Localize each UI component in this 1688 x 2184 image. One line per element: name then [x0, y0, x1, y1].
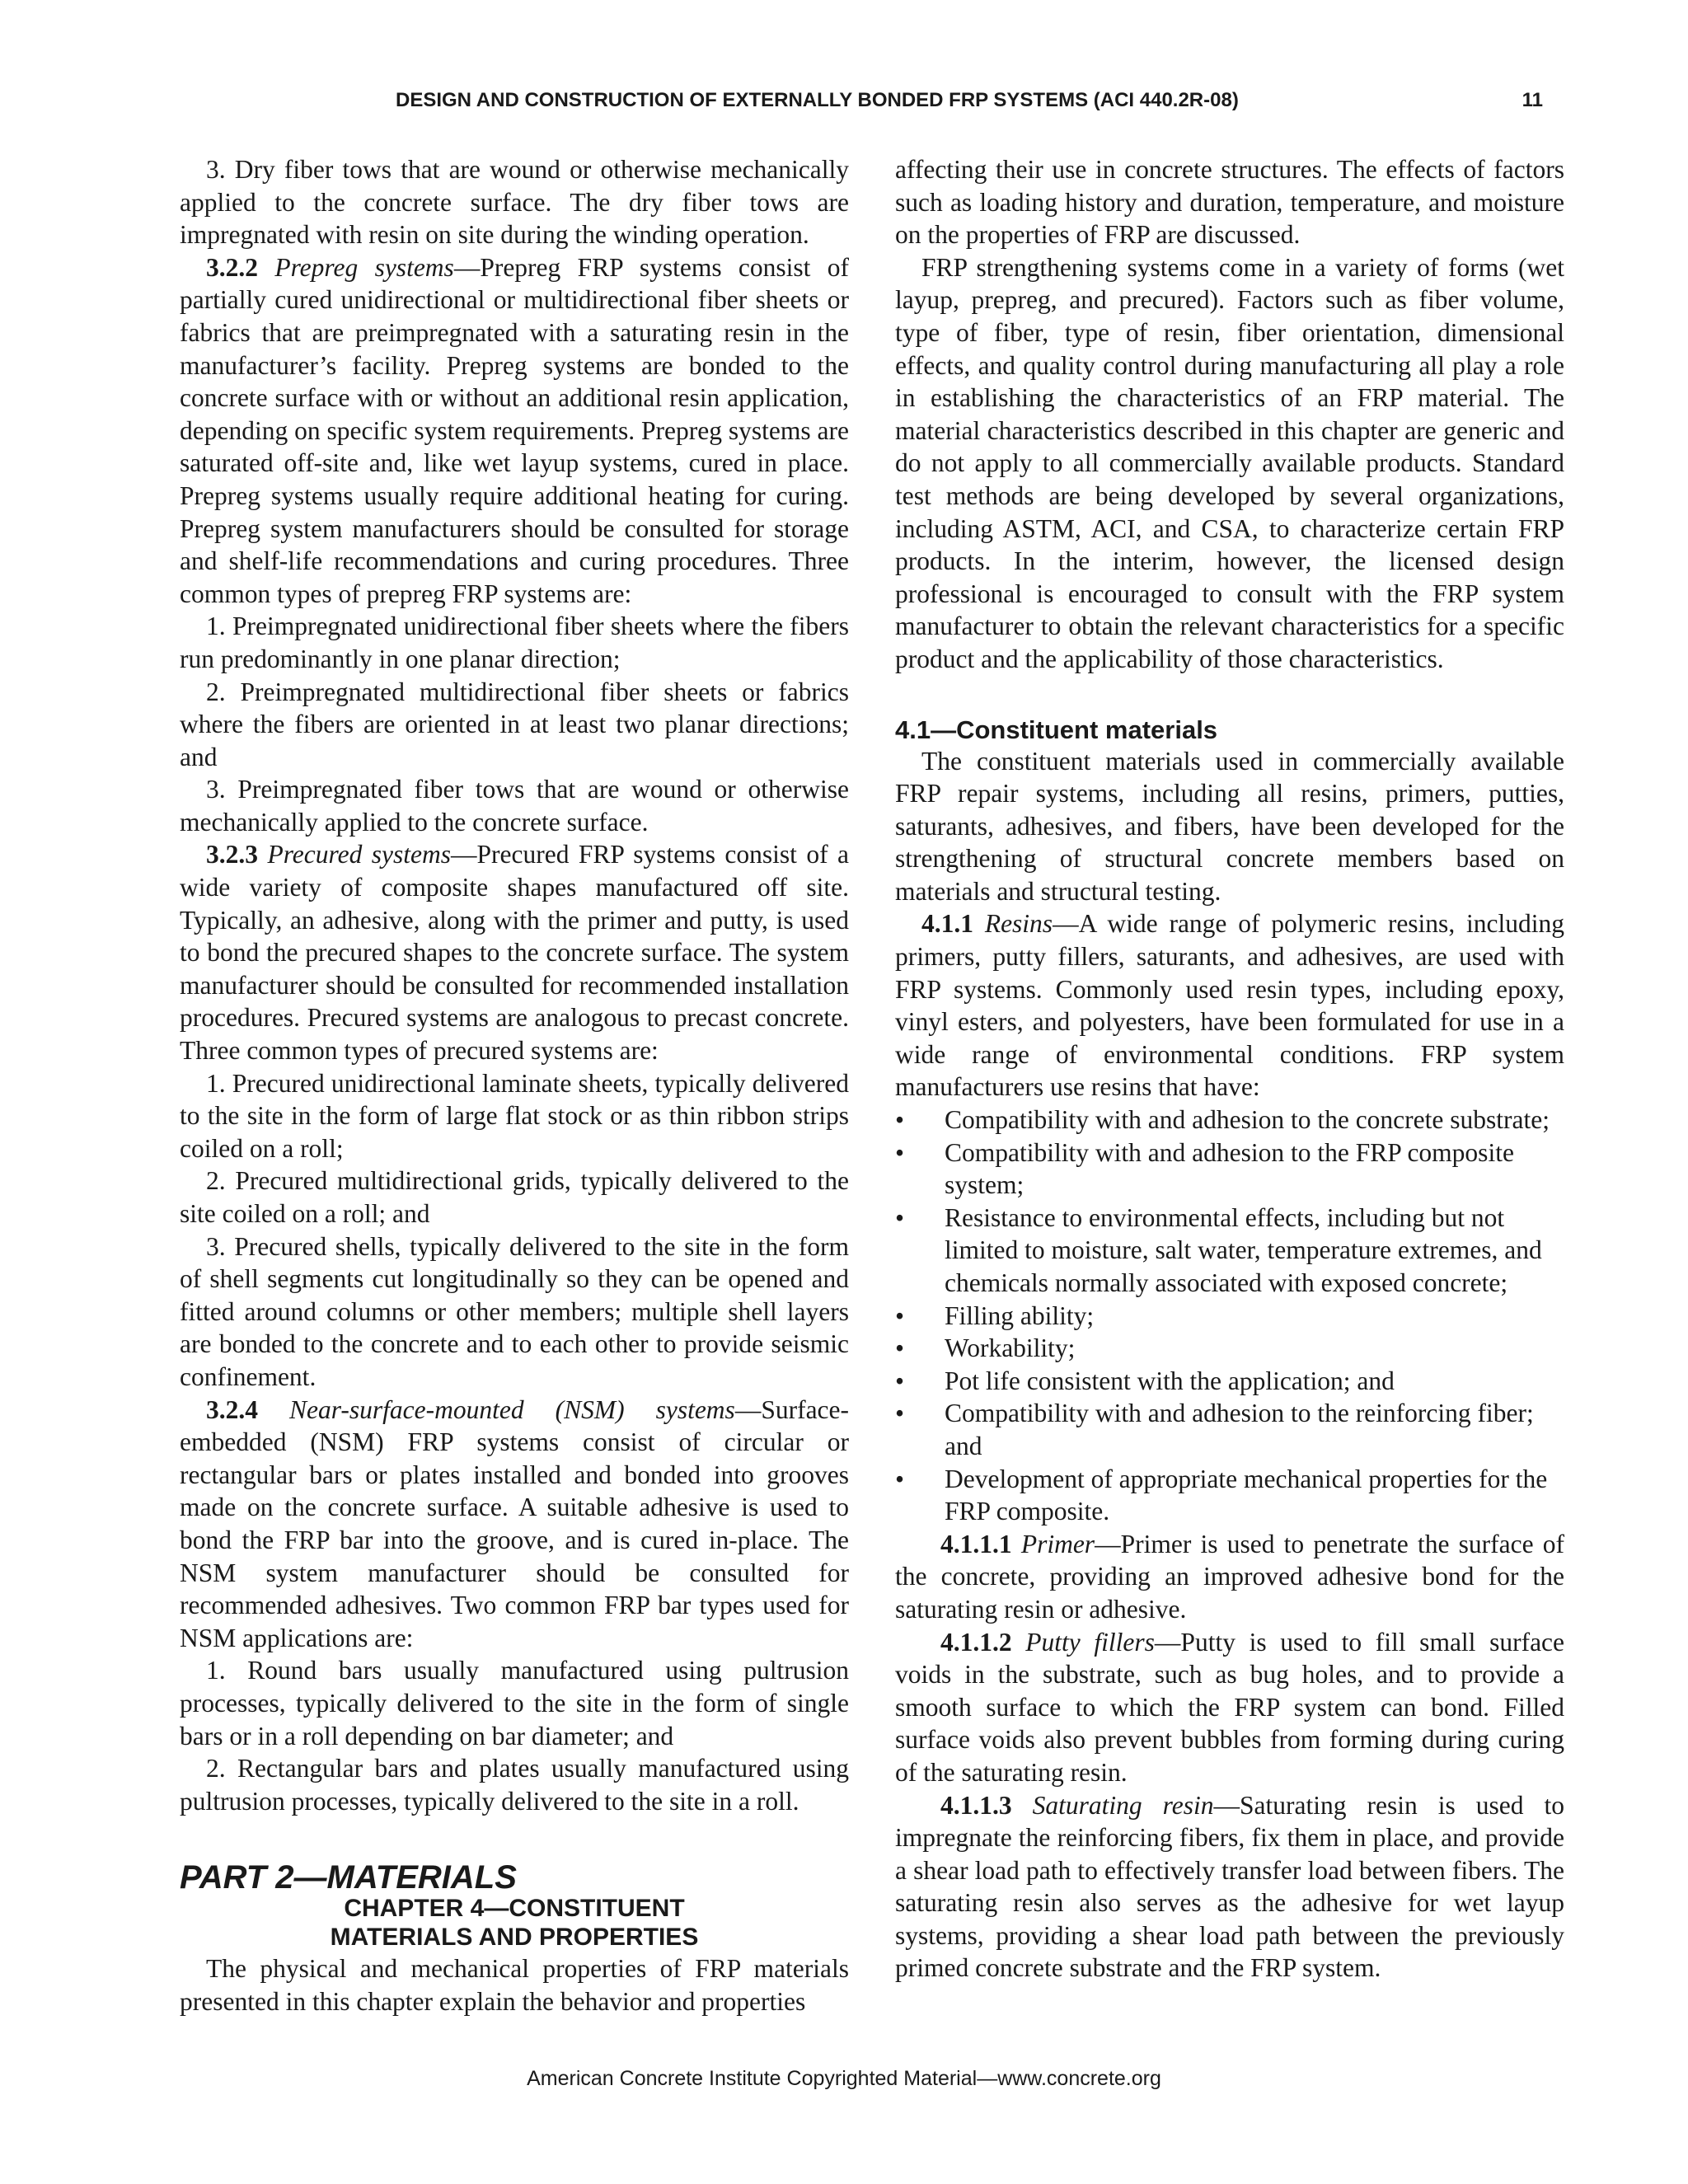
- section-number: 4.1.1.1: [940, 1529, 1012, 1558]
- bullet-item: • Development of appropriate mechanical properties for the FRP composite.: [895, 1463, 1564, 1528]
- bullet-item: • Filling ability;: [895, 1300, 1564, 1333]
- section-number: 4.1.1.3: [940, 1790, 1012, 1820]
- paragraph-frp-forms: FRP strengthening systems come in a variety of forms (wet layup, prepreg, and precured). Factors such as fiber volume, type of fiber, type of resin, fiber orientation, dimensional effects, and quality control during manufacturing all play a role in establishing the characteristics of an FRP material. The material characteristics described in this chapter are generic and do not apply to all commercially available products. Standard test methods are being developed by several organizations, including ASTM, ACI, and CSA, to characterize certain FRP products. In the interim, however, the licensed design professional is encouraged to consult with the FRP system manufacturer to obtain the relevant characteristics for a specific product and the applicability of those characteristics.: [895, 252, 1564, 673]
- list-item: 2. Preimpregnated multidirectional fiber sheets or fabrics where the fibers are oriented in at least two planar directions; and: [180, 677, 849, 771]
- left-column: [180, 153, 849, 2018]
- section-3-2-2: [180, 251, 849, 611]
- section-3-2-3: [180, 838, 849, 1066]
- chapter-heading-line-1: CHAPTER 4—CONSTITUENT: [344, 1895, 685, 1923]
- section-body: —Prepreg FRP systems consist of partially cured unidirectional or multidirectional fiber sheets or fabrics that are preimpregnated with a saturating resin in the manufacturer’s facility. Prepreg systems are bonded to the concrete surface with or without an additional resin application, depending on specific system requirements. Prepreg systems are saturated off-site and, like wet layup systems, cured in place. Prepreg systems usually require additional heating for curing. Prepreg system manufacturers should be consulted for storage and shelf-life recommendations and curing procedures. Three common types of prepreg FRP systems are:: [180, 252, 850, 608]
- section-body: —Surface-embedded (NSM) FRP systems consist of circular or rectangular bars or plates installed and bonded into grooves made on the concrete surface. A suitable adhesive is used to bond the FRP bar into the groove, and is cured in-place. The NSM system manufacturer should be consulted for recommended adhesives. Two common FRP bar types used for NSM applications are:: [180, 1394, 850, 1652]
- section-title: Saturating resin: [1032, 1790, 1214, 1820]
- part-heading: PART 2—MATERIALS: [180, 1859, 517, 1896]
- section-number: 3.2.4: [206, 1394, 258, 1424]
- list-item: 2. Rectangular bars and plates usually manufactured using pultrusion processes, typically delivered to the site in a roll.: [180, 1754, 849, 1816]
- right-column: [895, 153, 1564, 1985]
- resin-properties-list: [895, 1104, 1564, 1528]
- bullet-item: • Compatibility with and adhesion to the reinforcing fiber; and: [895, 1397, 1564, 1462]
- list-item: 3. Preimpregnated fiber tows that are wound or otherwise mechanically applied to the concrete surface.: [180, 775, 849, 837]
- section-4-1-1-2: [895, 1626, 1564, 1789]
- bullet-item: • Pot life consistent with the application; and: [895, 1365, 1564, 1398]
- section-body: —Primer is used to penetrate the surface of the concrete, providing an improved adhesive bond for the saturating resin or adhesive.: [895, 1529, 1565, 1624]
- list-item: 1. Preimpregnated unidirectional fiber sheets where the fibers run predominantly in one planar direction;: [180, 612, 849, 673]
- chapter-heading-line-2: MATERIALS AND PROPERTIES: [330, 1924, 699, 1952]
- list-item: 2. Precured multidirectional grids, typically delivered to the site coiled on a roll; and: [180, 1166, 849, 1228]
- section-4-1-1: [895, 907, 1564, 1104]
- section-body: —Saturating resin is used to impregnate the reinforcing fibers, fix them in place, and provide a shear load path to effectively transfer load between fibers. The saturating resin also serves as the adhesive for wet layup systems, providing a shear load path between the previously primed concrete substrate and the FRP system.: [895, 1790, 1564, 1983]
- section-number: 3.2.3: [206, 840, 258, 869]
- list-item: 1. Precured unidirectional laminate sheets, typically delivered to the site in the form of large flat stock or as thin ribbon strips coiled on a roll;: [180, 1068, 849, 1163]
- section-number: 4.1.1.2: [940, 1627, 1012, 1657]
- copyright-footer: American Concrete Institute Copyrighted Material—www.concrete.org: [527, 2067, 1161, 2090]
- section-4-1-1-1: [895, 1528, 1564, 1626]
- section-number: 3.2.2: [206, 252, 258, 282]
- section-title: Precured systems: [267, 840, 451, 869]
- section-title: Near-surface-mounted (NSM) systems: [289, 1394, 735, 1424]
- paragraph-dry-fiber-tows: 3. Dry fiber tows that are wound or otherwise mechanically applied to the concrete surface. The dry fiber tows are impregnated with resin on site during the winding operation.: [180, 155, 849, 250]
- section-3-2-4: [180, 1394, 849, 1655]
- section-title: Resins: [984, 909, 1053, 939]
- bullet-item: • Compatibility with and adhesion to the FRP composite system;: [895, 1137, 1564, 1202]
- section-title: Prepreg systems: [274, 252, 454, 282]
- running-header: [0, 89, 1543, 122]
- section-title: Putty fillers: [1025, 1627, 1155, 1657]
- section-number: 4.1.1: [921, 909, 973, 939]
- bullet-item: • Workability;: [895, 1332, 1564, 1365]
- paragraph-continued: affecting their use in concrete structures. The effects of factors such as loading history and duration, temperature, and moisture on the properties of FRP are discussed.: [895, 155, 1564, 250]
- section-body: —Putty is used to fill small surface voids in the substrate, such as bug holes, and to provide a smooth surface to which the FRP system can bond. Filled surface voids also prevent bubbles from forming during curing of the saturating resin.: [895, 1627, 1565, 1787]
- bullet-item: • Compatibility with and adhesion to the concrete substrate;: [895, 1104, 1564, 1137]
- section-body: —Precured FRP systems consist of a wide variety of composite shapes manufactured off site. Typically, an adhesive, along with the primer and putty, is used to bond the precured shapes to the concrete surface. The system manufacturer should be consulted for recommended installation procedures. Precured systems are analogous to precast concrete. Three common types of precured systems are:: [180, 840, 850, 1066]
- chapter-intro-paragraph: The physical and mechanical properties of FRP materials presented in this chapter explain the behavior and properties: [180, 1954, 849, 2016]
- list-item: 3. Precured shells, typically delivered to the site in the form of shell segments cut longitudinally so they can be opened and fitted around columns or other members; multiple shell layers are bonded to the concrete and to each other to provide seismic confinement.: [180, 1231, 849, 1391]
- list-item: 1. Round bars usually manufactured using pultrusion processes, typically delivered to the site in the form of single bars or in a roll depending on bar diameter; and: [180, 1656, 849, 1750]
- page-number: 11: [1522, 89, 1543, 111]
- paragraph-constituent-materials: The constituent materials used in commercially available FRP repair systems, including all resins, primers, putties, saturants, adhesives, and fibers, have been developed for the strengthening of structural concrete members based on materials and structural testing.: [895, 746, 1564, 906]
- bullet-item: • Resistance to environmental effects, including but not limited to moisture, salt water, temperature extremes, and chemicals normally associated with exposed concrete;: [895, 1202, 1564, 1300]
- section-title: Primer: [1020, 1529, 1095, 1558]
- running-header-title: DESIGN AND CONSTRUCTION OF EXTERNALLY BONDED FRP SYSTEMS (ACI 440.2R-08): [396, 89, 1239, 111]
- section-heading-4-1: 4.1—Constituent materials: [895, 715, 1218, 744]
- section-4-1-1-3: [895, 1789, 1564, 1985]
- section-body: —A wide range of polymeric resins, including primers, putty fillers, saturants, and adhesives, are used with FRP systems. Commonly used resin types, including epoxy, vinyl esters, and polyesters, have been formulated for use in a wide range of environmental conditions. FRP system manufacturers use resins that have:: [895, 909, 1564, 1102]
